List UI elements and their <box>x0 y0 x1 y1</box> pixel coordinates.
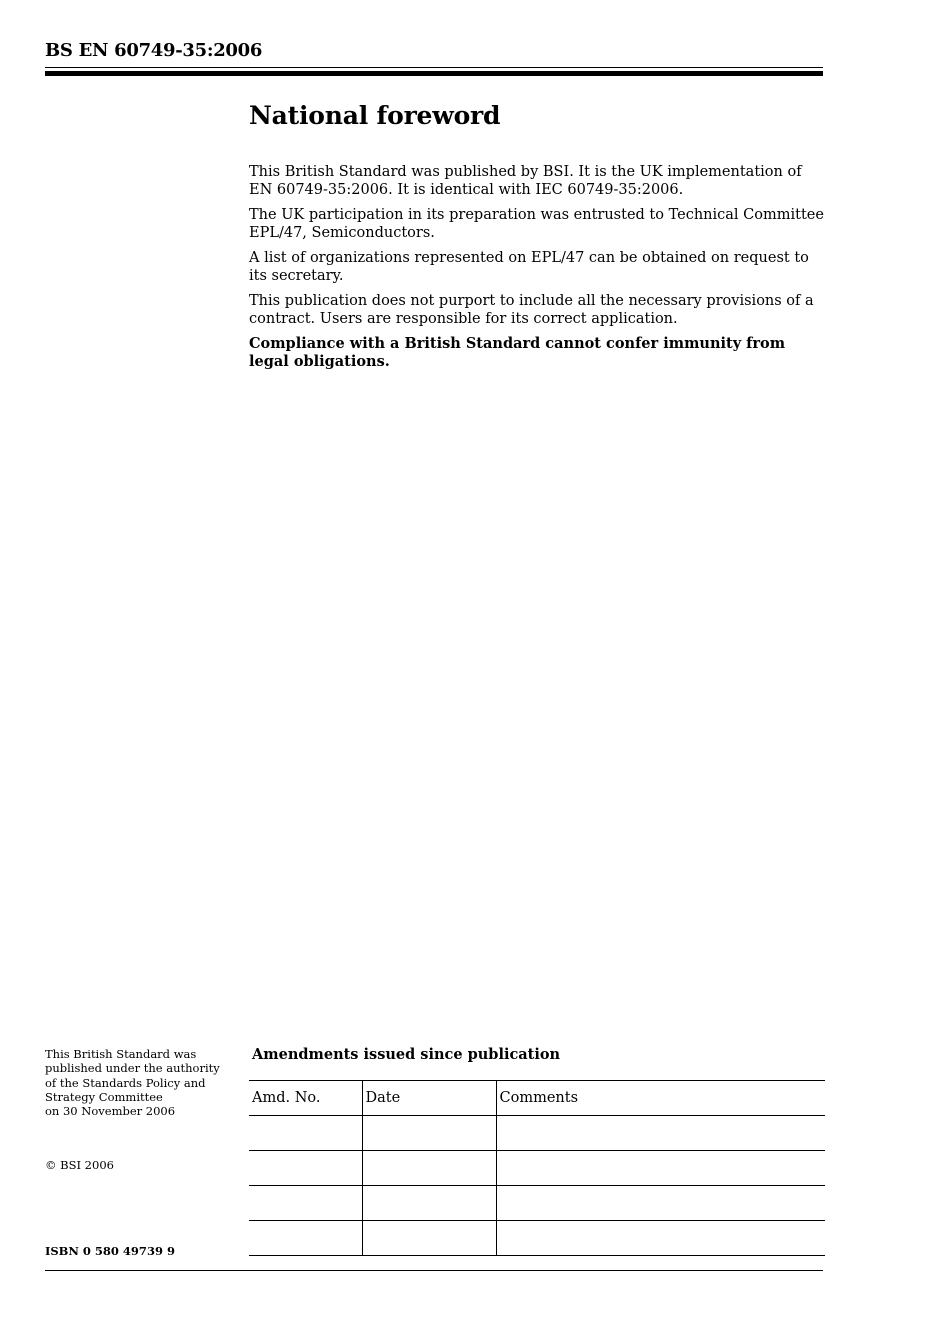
comments-cell <box>496 1116 825 1151</box>
publication-note-line: of the Standards Policy and <box>45 1075 206 1090</box>
foreword-paragraph: The UK participation in its preparation was entrusted to Technical Committee EPL/47, Semiconductors. <box>249 207 824 241</box>
amendments-heading: Amendments issued since publication <box>252 1046 561 1063</box>
foreword-body <box>249 163 824 378</box>
amendments-table <box>249 1080 825 1256</box>
foreword-paragraph: A list of organizations represented on EPL/47 can be obtained on request to its secretary. <box>249 250 809 284</box>
table-row <box>249 1186 825 1221</box>
foreword-paragraph: This British Standard was published by BSI. It is the UK implementation of EN 60749-35:2006. It is identical with IEC 60749-35:2006. <box>249 164 802 198</box>
comments-cell <box>496 1186 825 1221</box>
publication-note-line: Strategy Committee <box>45 1089 163 1104</box>
table-header-row <box>249 1081 825 1116</box>
column-header-amd-no: Amd. No. <box>249 1081 362 1116</box>
table-row <box>249 1151 825 1186</box>
publication-note-line: This British Standard was <box>45 1047 197 1061</box>
table-row <box>249 1116 825 1151</box>
header-rule-thin <box>45 67 823 68</box>
amd-no-cell <box>249 1221 362 1256</box>
page-title: National foreword <box>249 101 501 130</box>
column-header-date: Date <box>362 1081 496 1116</box>
amd-no-cell <box>249 1116 362 1151</box>
isbn-number: ISBN 0 580 49739 9 <box>45 1244 175 1258</box>
date-cell <box>362 1151 496 1186</box>
document-identifier: BS EN 60749-35:2006 <box>45 40 263 61</box>
copyright-notice: © BSI 2006 <box>45 1158 114 1172</box>
footer-rule <box>45 1270 823 1271</box>
date-cell <box>362 1116 496 1151</box>
comments-cell <box>496 1221 825 1256</box>
comments-cell <box>496 1151 825 1186</box>
publication-note-line: published under the authority <box>45 1061 220 1076</box>
foreword-paragraph: This publication does not purport to include all the necessary provisions of a contract. Users are responsible for its correct application. <box>249 293 814 327</box>
date-cell <box>362 1186 496 1221</box>
amd-no-cell <box>249 1151 362 1186</box>
publication-note <box>45 1047 245 1118</box>
header-rule-thick <box>45 71 823 76</box>
amd-no-cell <box>249 1186 362 1221</box>
publication-note-line: on 30 November 2006 <box>45 1104 176 1119</box>
table-row <box>249 1221 825 1256</box>
compliance-statement: Compliance with a British Standard cannot confer immunity from legal obligations. <box>249 335 786 370</box>
date-cell <box>362 1221 496 1256</box>
column-header-comments: Comments <box>496 1081 825 1116</box>
